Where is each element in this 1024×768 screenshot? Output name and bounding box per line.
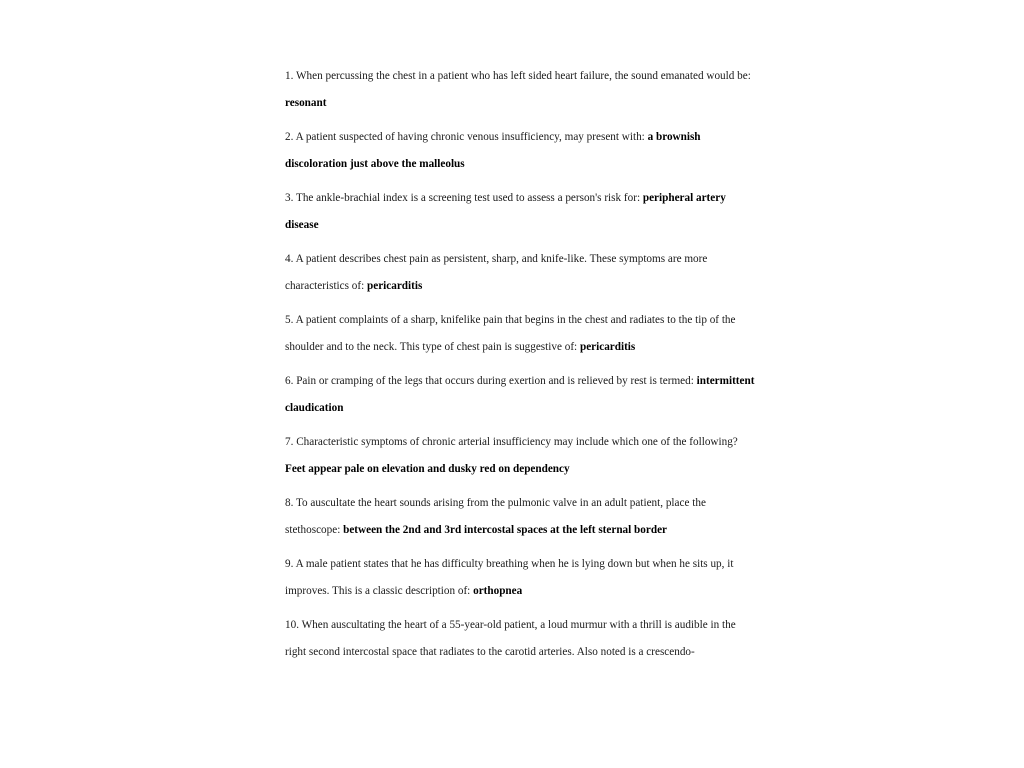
question-text: 9. A male patient states that he has difficulty breathing when he is lying down but when he sits up, it improves. This is a classic description of: bbox=[285, 558, 734, 597]
question-text: 8. To auscultate the heart sounds arising from the pulmonic valve in an adult patient, place the stethoscope: bbox=[285, 497, 706, 536]
answer-text: resonant bbox=[285, 97, 327, 109]
question-list bbox=[285, 63, 755, 673]
question-item-8 bbox=[285, 490, 755, 544]
question-text: 1. When percussing the chest in a patient who has left sided heart failure, the sound emanated would be: bbox=[285, 70, 751, 82]
question-item-1 bbox=[285, 63, 755, 117]
question-text: 5. A patient complaints of a sharp, knifelike pain that begins in the chest and radiates to the tip of the shoulder and to the neck. This type of chest pain is suggestive of: bbox=[285, 314, 736, 353]
question-text: 10. When auscultating the heart of a 55-year-old patient, a loud murmur with a thrill is audible in the right second intercostal space that radiates to the carotid arteries. Also noted is a crescendo- bbox=[285, 619, 736, 658]
question-item-9 bbox=[285, 551, 755, 605]
question-item-2 bbox=[285, 124, 755, 178]
question-item-3 bbox=[285, 185, 755, 239]
answer-text: pericarditis bbox=[367, 280, 423, 292]
answer-text: intermittent claudication bbox=[285, 375, 755, 414]
answer-text: Feet appear pale on elevation and dusky red on dependency bbox=[285, 463, 570, 475]
question-text: 2. A patient suspected of having chronic venous insufficiency, may present with: bbox=[285, 131, 648, 143]
question-item-10 bbox=[285, 612, 755, 666]
question-item-7 bbox=[285, 429, 755, 483]
question-item-5 bbox=[285, 307, 755, 361]
question-text: 3. The ankle-brachial index is a screening test used to assess a person's risk for: bbox=[285, 192, 643, 204]
answer-text: a brownish discoloration just above the malleolus bbox=[285, 131, 701, 170]
question-text: 4. A patient describes chest pain as persistent, sharp, and knife-like. These symptoms are more characteristics of: bbox=[285, 253, 708, 292]
question-item-4 bbox=[285, 246, 755, 300]
answer-text: pericarditis bbox=[579, 341, 636, 353]
question-item-6 bbox=[285, 368, 755, 422]
answer-text: between the 2nd and 3rd intercostal spaces at the left sternal border bbox=[343, 524, 667, 536]
question-text: 7. Characteristic symptoms of chronic arterial insufficiency may include which one of the following? bbox=[285, 436, 738, 448]
answer-text: peripheral artery disease bbox=[285, 192, 726, 231]
answer-text: orthopnea bbox=[473, 585, 523, 597]
question-text: 6. Pain or cramping of the legs that occurs during exertion and is relieved by rest is termed: bbox=[285, 375, 697, 387]
